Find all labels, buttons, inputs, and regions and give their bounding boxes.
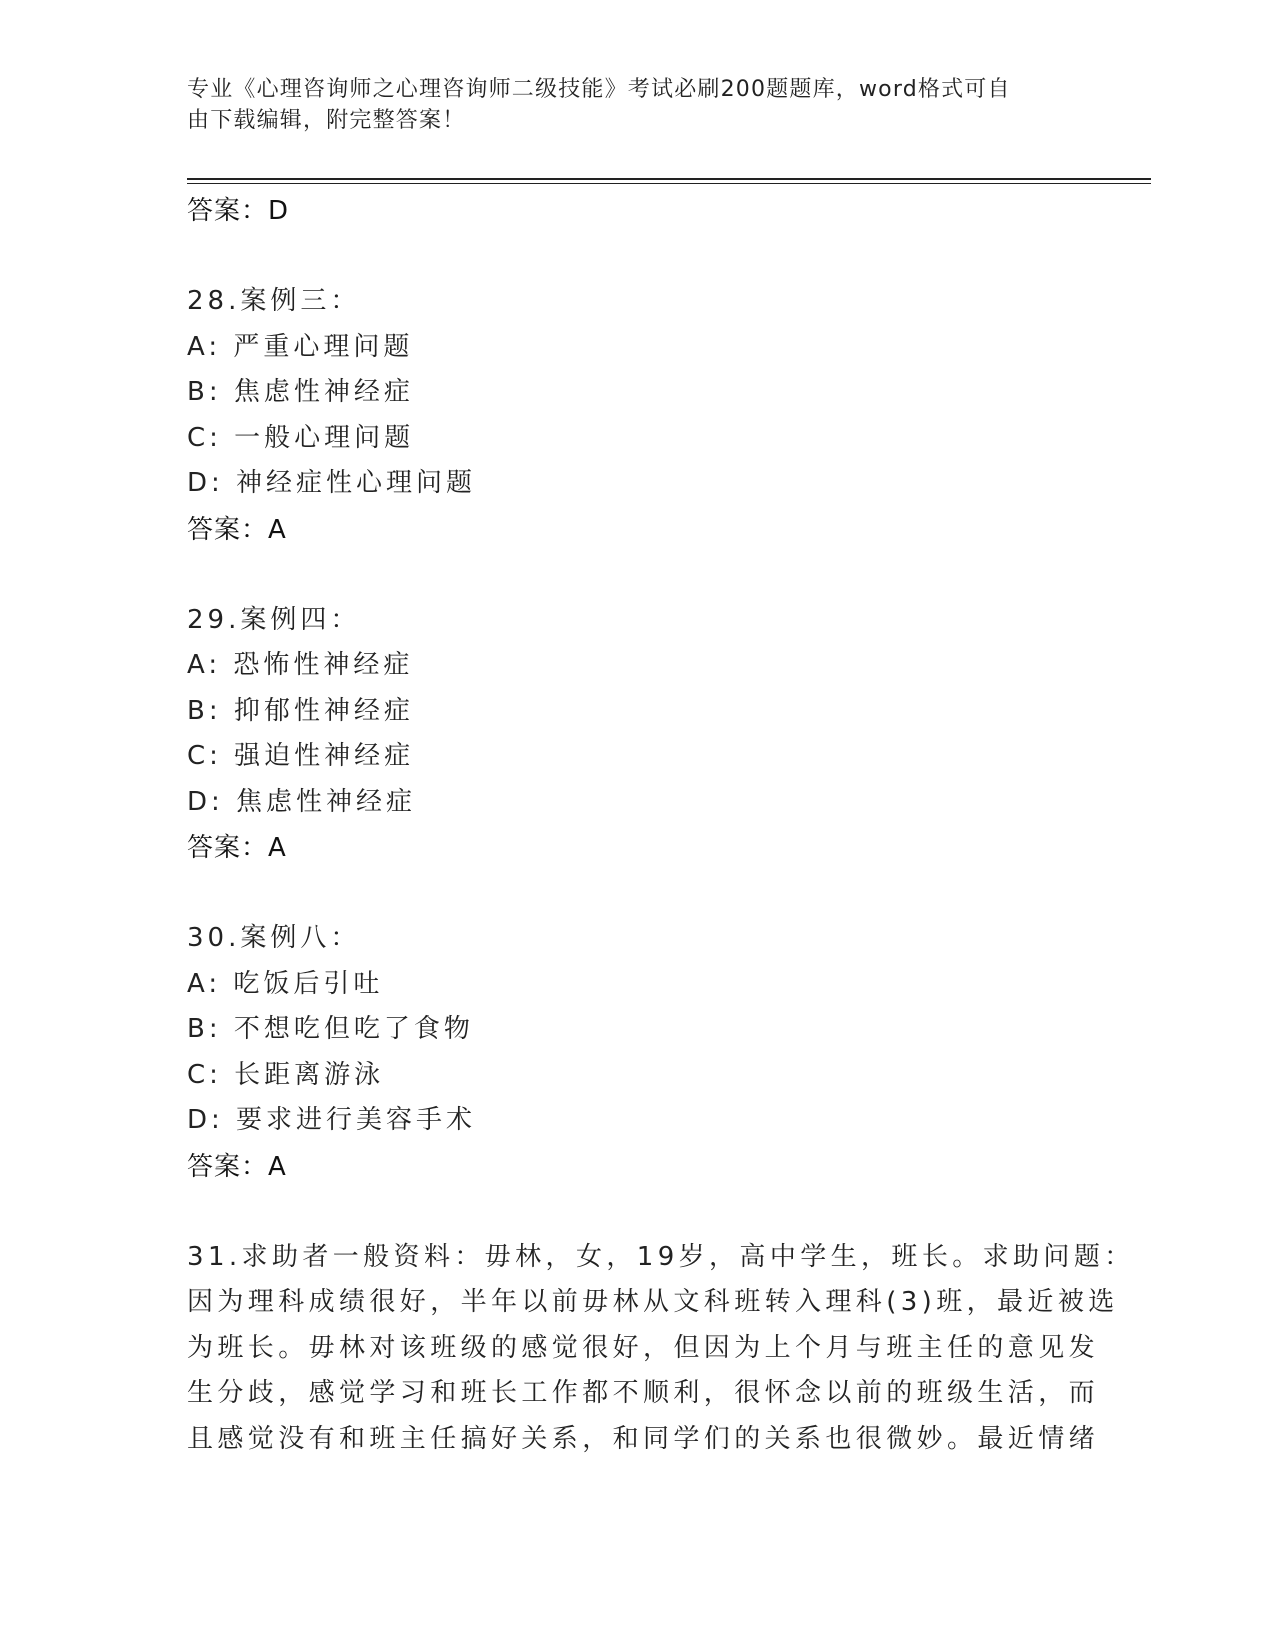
option-a: A: 恐怖性神经症: [187, 650, 414, 680]
question-31-line: 生分歧，感觉学习和班长工作都不顺利，很怀念以前的班级生活，而: [187, 1378, 1100, 1408]
option-c: C: 一般心理问题: [187, 422, 415, 453]
option-b: B: 焦虑性神经症: [187, 377, 414, 407]
answer: 答案：A: [187, 514, 287, 545]
question-title: 28.案例三：: [187, 286, 361, 316]
header-line-1: 专业《心理咨询师之心理咨询师二级技能》考试必刷200题题库，word格式可自: [187, 77, 1011, 102]
document-body: [187, 188, 1135, 1462]
question-31-line: 31.求助者一般资料：毋林，女，19岁，高中学生，班长。求助问题：: [187, 1241, 1135, 1272]
question-29: [187, 598, 1087, 872]
option-a: A: 吃饭后引吐: [187, 968, 384, 999]
question-31-line: 因为理科成绩很好，半年以前毋林从文科班转入理科(3)班，最近被选: [187, 1287, 1119, 1317]
question-31: [187, 1235, 1135, 1463]
header-divider-thick: [187, 178, 1151, 180]
option-a: A: 严重心理问题: [187, 331, 414, 362]
question-title: 29.案例四：: [187, 604, 361, 635]
question-title: 30.案例八：: [187, 923, 361, 953]
answer-27: 答案：D: [187, 196, 290, 226]
answer: 答案：A: [187, 833, 287, 863]
header-line-2: 由下载编辑，附完整答案！: [187, 108, 466, 133]
header-divider-thin: [187, 183, 1151, 184]
question-28: [187, 279, 1087, 553]
spacer: [187, 871, 1087, 916]
spacer: [187, 1190, 1087, 1235]
option-b: B: 抑郁性神经症: [187, 695, 414, 726]
option-c: C: 强迫性神经症: [187, 741, 415, 771]
spacer: [187, 234, 1087, 279]
answer: 答案：A: [187, 1151, 287, 1182]
option-b: B: 不想吃但吃了食物: [187, 1014, 474, 1044]
option-d: D: 焦虑性神经症: [187, 786, 417, 817]
spacer: [187, 553, 1087, 598]
document-header: [187, 74, 1067, 136]
option-d: D: 神经症性心理问题: [187, 468, 477, 498]
question-31-line: 为班长。毋林对该班级的感觉很好，但因为上个月与班主任的意见发: [187, 1332, 1100, 1363]
question-31-line: 且感觉没有和班主任搞好关系，和同学们的关系也很微妙。最近情绪: [187, 1423, 1100, 1454]
question-30: [187, 916, 1087, 1190]
option-c: C: 长距离游泳: [187, 1059, 385, 1090]
option-d: D: 要求进行美容手术: [187, 1105, 477, 1135]
